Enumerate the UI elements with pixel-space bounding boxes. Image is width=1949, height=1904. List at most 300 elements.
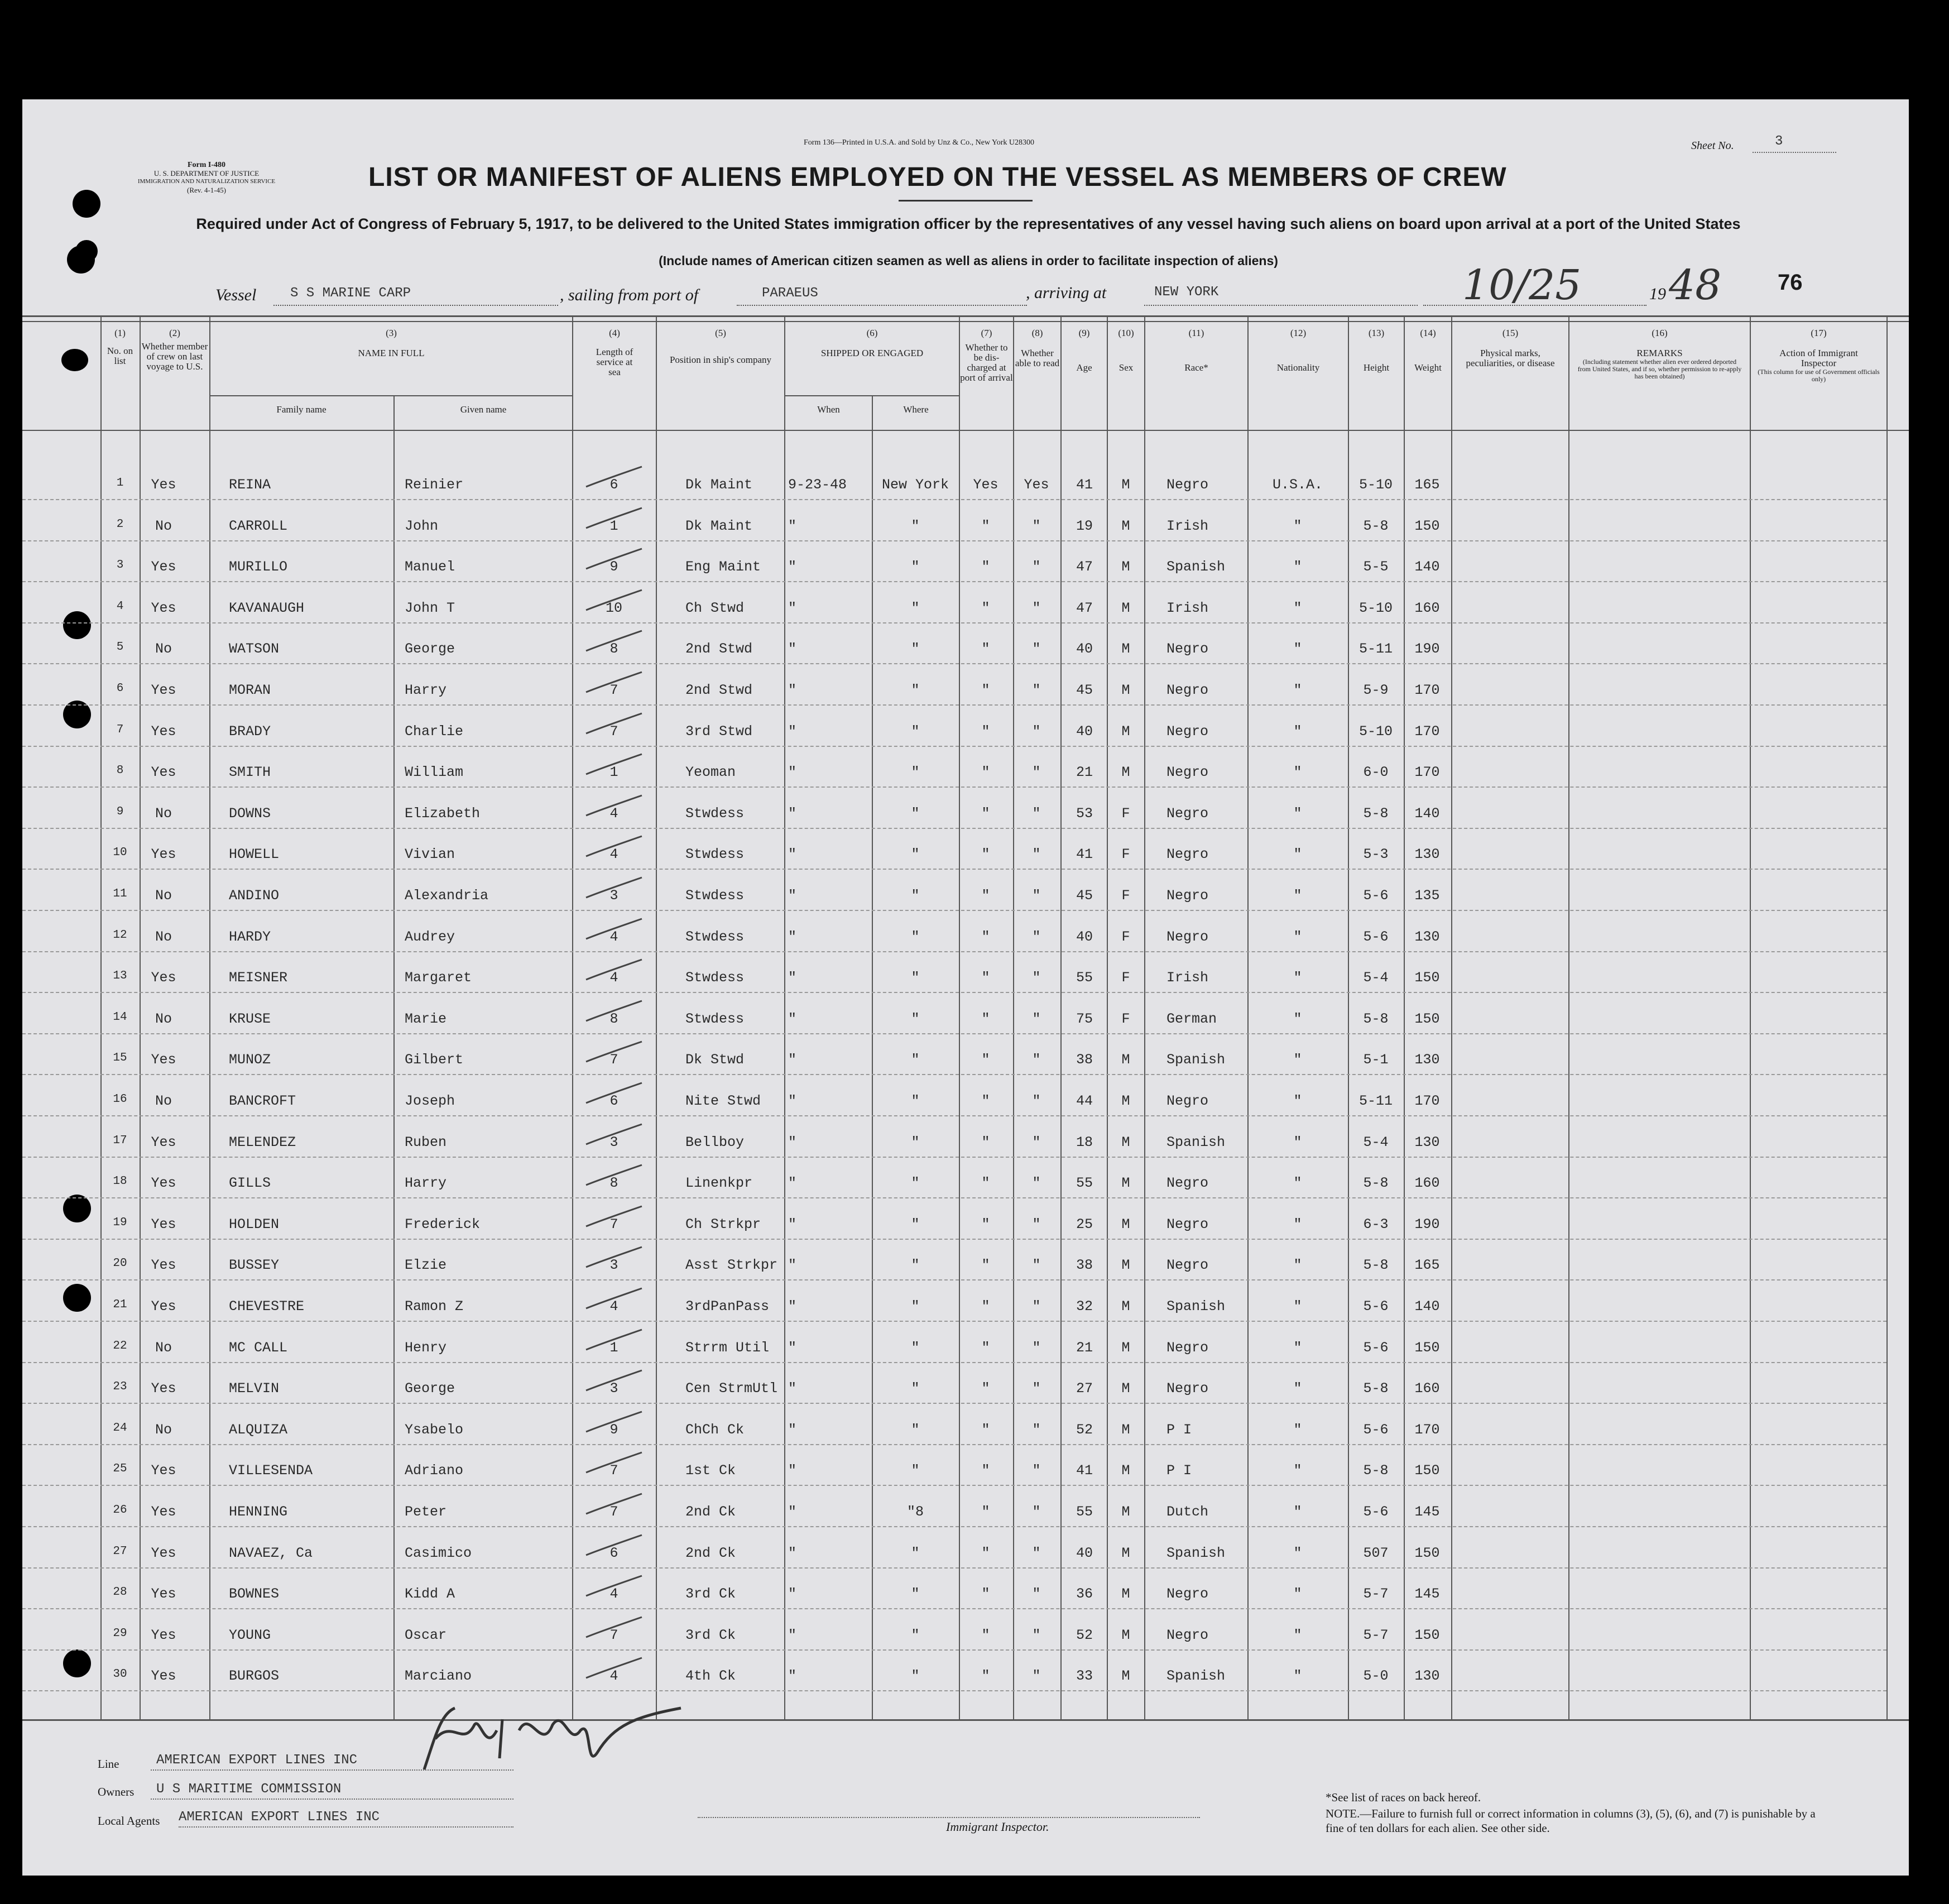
cell-nationality: " — [1293, 928, 1302, 945]
cell-length-of-service: 3 — [609, 888, 618, 904]
cell-sex: M — [1121, 1257, 1130, 1274]
cell-number: 23 — [113, 1380, 127, 1394]
cell-length-of-service: 1 — [609, 517, 618, 534]
check-mark — [580, 1080, 647, 1107]
cell-race: P I — [1166, 1462, 1192, 1479]
cell-age: 36 — [1076, 1586, 1093, 1603]
cell-discharged: " — [981, 1175, 990, 1192]
cell-sex: M — [1121, 1586, 1130, 1603]
cell-position: Asst Strkpr — [685, 1257, 778, 1274]
cell-position: 2nd Ck — [685, 1545, 736, 1561]
cell-able-to-read: " — [1032, 928, 1041, 945]
cell-position: 1st Ck — [685, 1462, 736, 1479]
cell-sex: F — [1121, 888, 1130, 904]
arriving-at: NEW YORK — [1154, 285, 1219, 300]
cell-weight: 150 — [1414, 1339, 1440, 1356]
cell-shipped-where: " — [911, 1257, 920, 1274]
cell-race: Negro — [1166, 1339, 1209, 1356]
check-mark — [580, 587, 647, 615]
cell-family-name: BOWNES — [229, 1586, 280, 1603]
cell-shipped-when: " — [788, 682, 797, 698]
col-length-header: (4) Length of service at sea — [596, 328, 633, 377]
cell-last-voyage: Yes — [151, 970, 176, 986]
cell-age: 33 — [1076, 1668, 1093, 1685]
cell-shipped-when: " — [788, 1339, 797, 1356]
subtitle-note: (Include names of American citizen seamen as well as aliens in order to facilitate inspection of aliens) — [659, 253, 1278, 268]
cell-family-name: BANCROFT — [229, 1093, 296, 1109]
cell-nationality: " — [1293, 846, 1302, 863]
cell-race: Negro — [1166, 1216, 1209, 1232]
cell-given-name: Vivian — [405, 846, 455, 863]
cell-able-to-read: Yes — [1024, 477, 1049, 493]
cell-given-name: Henry — [405, 1339, 447, 1356]
cell-family-name: HENNING — [229, 1504, 288, 1520]
col-weight-header: (14) Weight — [1414, 328, 1442, 373]
punch-hole — [63, 1284, 91, 1312]
cell-age: 47 — [1076, 600, 1093, 616]
cell-race: Negro — [1166, 1093, 1209, 1109]
check-mark — [580, 1285, 647, 1313]
cell-race: Negro — [1166, 682, 1209, 698]
cell-shipped-when: " — [788, 600, 797, 616]
cell-shipped-where: " — [911, 1380, 920, 1397]
cell-nationality: " — [1293, 1627, 1302, 1643]
cell-shipped-where: " — [911, 1339, 920, 1356]
cell-sex: M — [1121, 723, 1130, 740]
cell-sex: M — [1121, 1421, 1130, 1438]
cell-nationality: " — [1293, 1339, 1302, 1356]
cell-sex: M — [1121, 1052, 1130, 1068]
cell-nationality: " — [1293, 1380, 1302, 1397]
arriving-label: , arriving at — [1026, 284, 1107, 302]
cell-weight: 170 — [1414, 723, 1440, 740]
cell-position: Stwdess — [685, 846, 745, 863]
row-divider — [22, 869, 1886, 870]
check-mark — [580, 1490, 647, 1518]
cell-given-name: Elzie — [405, 1257, 447, 1274]
row-divider — [22, 1567, 1886, 1569]
cell-weight: 150 — [1414, 1010, 1440, 1027]
cell-given-name: Frederick — [405, 1216, 481, 1232]
cell-position: 2nd Stwd — [685, 641, 753, 658]
cell-able-to-read: " — [1032, 559, 1041, 575]
cell-family-name: KRUSE — [229, 1010, 271, 1027]
cell-number: 11 — [113, 888, 127, 900]
cell-able-to-read: " — [1032, 641, 1041, 658]
cell-nationality: " — [1293, 1134, 1302, 1150]
cell-age: 40 — [1076, 1545, 1093, 1561]
cell-able-to-read: " — [1032, 1504, 1041, 1520]
cell-length-of-service: 4 — [609, 846, 618, 863]
row-divider — [22, 540, 1886, 541]
cell-last-voyage: No — [155, 888, 172, 904]
cell-nationality: " — [1293, 723, 1302, 740]
cell-race: Spanish — [1166, 1668, 1226, 1685]
sailing-from: PARAEUS — [762, 286, 818, 301]
cell-shipped-where: New York — [882, 477, 949, 493]
cell-height: 6-0 — [1363, 764, 1389, 781]
cell-weight: 150 — [1414, 1462, 1440, 1479]
check-mark — [580, 710, 647, 738]
check-mark — [580, 1614, 647, 1642]
cell-number: 1 — [116, 477, 124, 490]
col-no-header: (1) No. on list — [107, 328, 133, 366]
cell-sex: M — [1121, 1134, 1130, 1150]
col-where-header: Where — [903, 404, 929, 415]
cell-number: 12 — [113, 928, 127, 942]
owners-value: U S MARITIME COMMISSION — [156, 1782, 342, 1797]
cell-able-to-read: " — [1032, 517, 1041, 534]
cell-height: 5-8 — [1363, 1257, 1389, 1274]
cell-race: Negro — [1166, 1257, 1209, 1274]
cell-given-name: Alexandria — [405, 888, 489, 904]
cell-weight: 150 — [1414, 1545, 1440, 1561]
cell-length-of-service: 4 — [609, 928, 618, 945]
cell-given-name: Joseph — [405, 1093, 455, 1109]
vessel-label: Vessel — [215, 286, 257, 304]
cell-race: Negro — [1166, 888, 1209, 904]
cell-given-name: Peter — [405, 1504, 447, 1520]
cell-position: 2nd Ck — [685, 1504, 736, 1520]
cell-shipped-where: " — [911, 600, 920, 616]
cell-discharged: " — [981, 1504, 990, 1520]
cell-shipped-where: " — [911, 764, 920, 781]
cell-nationality: " — [1293, 1052, 1302, 1068]
cell-last-voyage: Yes — [151, 1586, 176, 1603]
cell-weight: 165 — [1414, 1257, 1440, 1274]
cell-weight: 130 — [1414, 846, 1440, 863]
cell-last-voyage: Yes — [151, 1257, 176, 1274]
cell-given-name: Casimico — [405, 1545, 472, 1561]
cell-sex: M — [1121, 682, 1130, 698]
cell-age: 75 — [1076, 1010, 1093, 1027]
cell-height: 5-6 — [1363, 1421, 1389, 1438]
col-nationality-header: (12) Nationality — [1276, 328, 1320, 373]
form-id-block — [112, 161, 301, 194]
cell-shipped-where: " — [911, 1216, 920, 1232]
cell-nationality: " — [1293, 1668, 1302, 1685]
cell-race: Irish — [1166, 970, 1209, 986]
check-mark — [580, 1654, 647, 1685]
cell-family-name: MC CALL — [229, 1339, 288, 1356]
cell-age: 19 — [1076, 517, 1093, 534]
inspector-label: Immigrant Inspector. — [946, 1820, 1049, 1834]
cell-weight: 190 — [1414, 1216, 1440, 1232]
cell-height: 5-10 — [1358, 477, 1393, 493]
cell-length-of-service: 6 — [609, 477, 618, 493]
check-mark — [580, 1572, 647, 1603]
cell-last-voyage: Yes — [151, 1504, 176, 1520]
cell-length-of-service: 4 — [609, 1586, 618, 1603]
row-divider — [22, 910, 1886, 911]
cell-position: Stwdess — [685, 805, 745, 822]
cell-race: Spanish — [1166, 1052, 1226, 1068]
cell-age: 55 — [1076, 970, 1093, 986]
cell-position: Stwdess — [685, 928, 745, 945]
sheet-label: Sheet No. — [1691, 140, 1734, 152]
cell-age: 45 — [1076, 888, 1093, 904]
line-label: Line — [98, 1757, 119, 1771]
cell-number: 29 — [113, 1627, 127, 1640]
check-mark — [580, 833, 647, 861]
cell-race: Negro — [1166, 764, 1209, 781]
cell-number: 6 — [116, 682, 124, 695]
cell-height: 5-0 — [1363, 1668, 1389, 1685]
row-divider — [22, 1197, 1886, 1198]
cell-position: Nite Stwd — [685, 1093, 761, 1109]
cell-length-of-service: 7 — [609, 1462, 618, 1479]
cell-shipped-when: " — [788, 764, 797, 781]
check-mark — [580, 1121, 647, 1149]
check-mark — [580, 1162, 647, 1190]
row-divider — [22, 622, 1886, 624]
row-divider — [22, 1115, 1886, 1116]
sheet-number: 3 — [1775, 134, 1783, 149]
cell-length-of-service: 4 — [609, 805, 618, 822]
cell-able-to-read: " — [1032, 1093, 1041, 1109]
subtitle: Required under Act of Congress of February 5, 1917, to be delivered to the United States immigration officer by the representatives of any vessel having such aliens on board upon arrival at a port of the United States — [196, 215, 1741, 232]
cell-race: Negro — [1166, 641, 1209, 658]
cell-position: Stwdess — [685, 970, 745, 986]
agents-label: Local Agents — [98, 1814, 160, 1828]
cell-race: Irish — [1166, 600, 1209, 616]
cell-length-of-service: 4 — [609, 1668, 618, 1685]
cell-given-name: Charlie — [405, 723, 464, 740]
cell-given-name: Kidd A — [405, 1586, 455, 1603]
cell-age: 55 — [1076, 1504, 1093, 1520]
cell-height: 5-7 — [1363, 1586, 1389, 1603]
cell-height: 5-8 — [1363, 1380, 1389, 1397]
cell-position: Ch Stwd — [685, 600, 745, 616]
cell-age: 38 — [1076, 1052, 1093, 1068]
cell-last-voyage: Yes — [151, 1298, 176, 1315]
cell-age: 52 — [1076, 1627, 1093, 1643]
cell-number: 15 — [113, 1052, 127, 1065]
cell-height: 5-8 — [1363, 1175, 1389, 1192]
cell-age: 47 — [1076, 559, 1093, 575]
cell-nationality: " — [1293, 970, 1302, 986]
cell-family-name: NAVAEZ, Ca — [229, 1545, 313, 1561]
cell-sex: M — [1121, 1627, 1130, 1643]
cell-height: 5-6 — [1363, 928, 1389, 945]
row-divider — [22, 1690, 1886, 1691]
sailing-label: , sailing from port of — [560, 286, 699, 304]
page-title: LIST OR MANIFEST OF ALIENS EMPLOYED ON THE VESSEL AS MEMBERS OF CREW — [368, 162, 1507, 192]
cell-discharged: " — [981, 1380, 990, 1397]
row-divider — [22, 1649, 1886, 1651]
col-discharged-header: (7) Whether to be dis-charged at port of arrival — [960, 328, 1013, 383]
col-when-header: When — [817, 404, 840, 415]
owners-label: Owners — [98, 1785, 135, 1799]
punch-hole — [61, 349, 88, 371]
check-mark — [580, 669, 647, 697]
cell-shipped-where: " — [911, 805, 920, 822]
cell-length-of-service: 9 — [609, 559, 618, 575]
cell-nationality: " — [1293, 1504, 1302, 1520]
cell-able-to-read: " — [1032, 682, 1041, 698]
cell-number: 9 — [116, 805, 124, 818]
cell-last-voyage: Yes — [151, 723, 176, 740]
cell-height: 5-3 — [1363, 846, 1389, 863]
cell-weight: 130 — [1414, 1668, 1440, 1685]
master-signature — [402, 1686, 692, 1775]
cell-length-of-service: 7 — [609, 1216, 618, 1232]
check-mark — [580, 545, 647, 573]
cell-weight: 170 — [1414, 1093, 1440, 1109]
cell-number: 25 — [113, 1462, 127, 1476]
cell-shipped-when: " — [788, 1586, 797, 1603]
cell-discharged: " — [981, 1010, 990, 1027]
cell-able-to-read: " — [1032, 764, 1041, 781]
cell-shipped-when: " — [788, 1462, 797, 1479]
cell-height: 6-3 — [1363, 1216, 1389, 1232]
row-divider — [22, 1444, 1886, 1445]
cell-sex: M — [1121, 517, 1130, 534]
check-mark — [580, 505, 647, 533]
cell-race: Negro — [1166, 846, 1209, 863]
cell-given-name: Marie — [405, 1010, 447, 1027]
col-position-header: (5) Position in ship's company — [669, 328, 772, 365]
cell-age: 41 — [1076, 846, 1093, 863]
cell-race: Irish — [1166, 517, 1209, 534]
cell-weight: 160 — [1414, 1380, 1440, 1397]
cell-last-voyage: Yes — [151, 846, 176, 863]
cell-discharged: " — [981, 805, 990, 822]
cell-height: 5-6 — [1363, 1339, 1389, 1356]
cell-given-name: Gilbert — [405, 1052, 464, 1068]
cell-able-to-read: " — [1032, 600, 1041, 616]
cell-length-of-service: 9 — [609, 1421, 618, 1438]
check-mark — [580, 792, 647, 820]
cell-age: 52 — [1076, 1421, 1093, 1438]
cell-able-to-read: " — [1032, 1134, 1041, 1150]
cell-given-name: Marciano — [405, 1668, 472, 1685]
cell-length-of-service: 7 — [609, 682, 618, 698]
check-mark — [580, 1532, 647, 1560]
cell-position: Dk Maint — [685, 517, 753, 534]
cell-discharged: Yes — [973, 477, 998, 493]
cell-last-voyage: No — [155, 1421, 172, 1438]
cell-race: German — [1166, 1010, 1217, 1027]
races-note: *See list of races on back hereof. — [1326, 1791, 1481, 1804]
cell-family-name: CARROLL — [229, 517, 288, 534]
cell-discharged: " — [981, 600, 990, 616]
cell-given-name: Elizabeth — [405, 805, 481, 822]
cell-given-name: George — [405, 1380, 455, 1397]
cell-length-of-service: 6 — [609, 1545, 618, 1561]
cell-shipped-when: " — [788, 1134, 797, 1150]
cell-nationality: " — [1293, 805, 1302, 822]
row-divider — [22, 1526, 1886, 1527]
cell-shipped-when: " — [788, 970, 797, 986]
cell-discharged: " — [981, 1627, 990, 1643]
check-mark — [580, 1326, 647, 1354]
cell-discharged: " — [981, 764, 990, 781]
cell-sex: M — [1121, 600, 1130, 616]
cell-sex: M — [1121, 1216, 1130, 1232]
cell-shipped-when: 9-23-48 — [788, 477, 847, 493]
cell-discharged: " — [981, 928, 990, 945]
cell-last-voyage: Yes — [151, 1627, 176, 1643]
cell-height: 5-11 — [1358, 1093, 1393, 1109]
cell-able-to-read: " — [1032, 1339, 1041, 1356]
cell-sex: M — [1121, 1093, 1130, 1109]
cell-discharged: " — [981, 846, 990, 863]
cell-age: 25 — [1076, 1216, 1093, 1232]
col-given-header: Given name — [460, 404, 507, 415]
cell-height: 5-8 — [1363, 1462, 1389, 1479]
cell-family-name: BRADY — [229, 723, 271, 740]
cell-race: Spanish — [1166, 559, 1226, 575]
cell-number: 8 — [116, 764, 124, 778]
cell-nationality: " — [1293, 1093, 1302, 1109]
cell-family-name: WATSON — [229, 641, 280, 658]
year-prefix: 19 — [1649, 285, 1666, 303]
cell-family-name: CHEVESTRE — [229, 1298, 305, 1315]
cell-family-name: GILLS — [229, 1175, 271, 1192]
cell-family-name: REINA — [229, 477, 271, 493]
cell-family-name: YOUNG — [229, 1627, 271, 1643]
cell-height: 5-6 — [1363, 1298, 1389, 1315]
punch-hole — [63, 1649, 91, 1677]
cell-sex: F — [1121, 805, 1130, 822]
cell-number: 2 — [116, 517, 124, 531]
cell-length-of-service: 7 — [609, 1052, 618, 1068]
col-family-header: Family name — [276, 404, 327, 415]
cell-nationality: " — [1293, 1586, 1302, 1603]
cell-shipped-when: " — [788, 1380, 797, 1397]
cell-sex: F — [1121, 1010, 1130, 1027]
cell-position: Eng Maint — [685, 559, 761, 575]
cell-family-name: HOWELL — [229, 846, 280, 863]
col-race-header: (11) Race* — [1184, 328, 1208, 373]
cell-sex: M — [1121, 1545, 1130, 1561]
agents-value: AMERICAN EXPORT LINES INC — [179, 1810, 380, 1825]
cell-age: 41 — [1076, 477, 1093, 493]
cell-sex: M — [1121, 1380, 1130, 1397]
col-action-header: (17) Action of Immigrant Inspector (This column for use of Government officials only) — [1758, 328, 1880, 383]
cell-length-of-service: 10 — [605, 600, 622, 616]
row-divider — [22, 992, 1886, 993]
cell-position: 3rd Stwd — [685, 723, 753, 740]
row-divider — [22, 1157, 1886, 1158]
col-age-header: (9) Age — [1076, 328, 1092, 373]
arrival-date: 10/25 — [1462, 261, 1582, 309]
cell-weight: 140 — [1414, 1298, 1440, 1315]
check-mark — [580, 1038, 647, 1066]
col-member-header: (2) Whether member of crew on last voyage to U.S. — [141, 328, 208, 372]
cell-given-name: Harry — [405, 682, 447, 698]
check-mark — [580, 463, 647, 491]
cell-given-name: John T — [405, 600, 455, 616]
cell-family-name: ANDINO — [229, 888, 280, 904]
cell-race: P I — [1166, 1421, 1192, 1438]
cell-position: Strrm Util — [685, 1339, 770, 1356]
cell-number: 13 — [113, 970, 127, 983]
cell-last-voyage: Yes — [151, 1545, 176, 1561]
cell-discharged: " — [981, 1134, 990, 1150]
check-mark — [580, 1203, 647, 1231]
cell-last-voyage: No — [155, 805, 172, 822]
cell-number: 18 — [113, 1175, 127, 1188]
punch-hole — [73, 190, 100, 218]
cell-position: Linenkpr — [685, 1175, 753, 1192]
cell-family-name: MELENDEZ — [229, 1134, 296, 1150]
cell-age: 40 — [1076, 723, 1093, 740]
cell-discharged: " — [981, 1462, 990, 1479]
cell-shipped-where: " — [911, 888, 920, 904]
year-suffix: 48 — [1669, 261, 1722, 309]
